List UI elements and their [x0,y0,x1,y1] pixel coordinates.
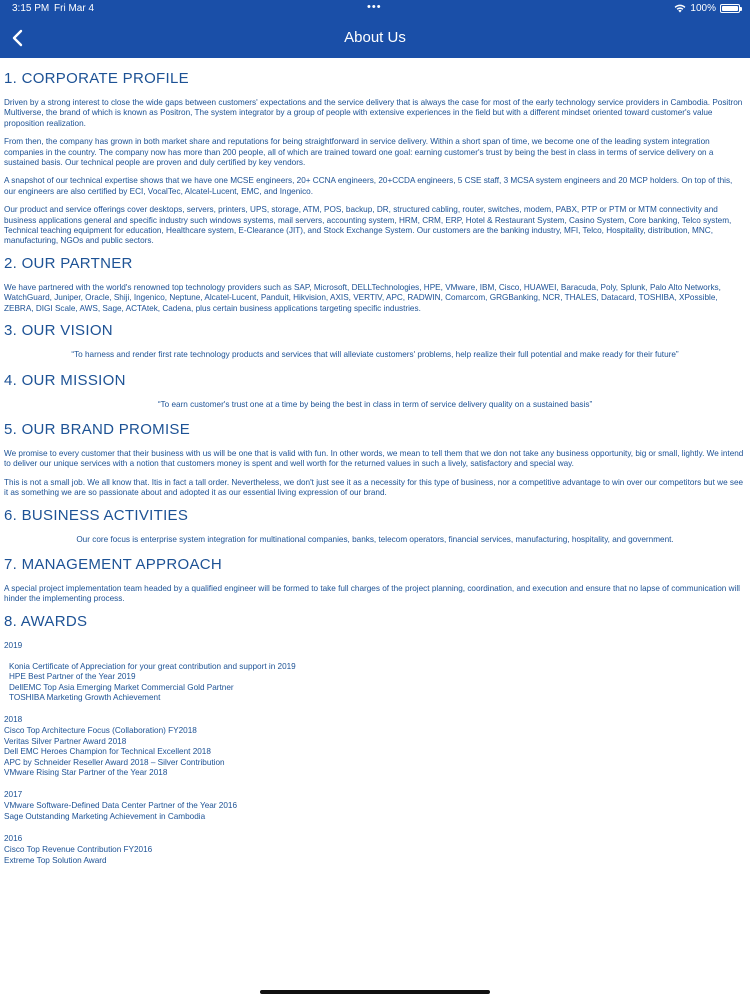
status-date: Fri Mar 4 [54,3,94,14]
award-item: VMware Rising Star Partner of the Year 2018 [4,768,168,777]
corporate-paragraph-1: Driven by a strong interest to close the wide gaps between customers' expectations and the service delivery that is always the case for most of the early technology service providers in Cambodia. Positron Multiverse, the brand of which is known as Positron, The system integrator by a group of people with extensive experiences in the field but with a different mindset oriented toward customer's value proposition realization. [4,98,743,128]
home-indicator[interactable] [260,990,490,994]
award-item: TOSHIBA Marketing Growth Achievement [9,692,161,702]
award-item: APC by Schneider Reseller Award 2018 – Silver Contribution [4,757,225,767]
award-item: DellEMC Top Asia Emerging Market Commercial Gold Partner [9,682,234,692]
battery-percentage: 100% [690,3,716,14]
wifi-icon [674,4,686,13]
management-paragraph: A special project implementation team headed by a qualified engineer will be formed to take full charges of the project planning, coordination, and execution and ensure that no lapse of communication will hinder the implementing process. [4,583,740,604]
corporate-paragraph-4: Our product and service offerings cover desktops, servers, printers, UPS, storage, ATM, POS, backup, DR, structured cabling, router, switches, modem, PABX, PTP or PTM or MTM connectivity and business applications general and specific industry such windows systems, mail servers, accounting system, HRM, CRM, ERP, Hotel & Restaurant System, Casino System, Core banking, Telco system, Technical teaching equipment for education, Healthcare system, E-Clearance (JIT), and Stock Exchange System. Our customers are the banking industry, MFI, Telco, Hospitality, distribution, MNC, manufacturing, NGOs and public sectors. [4,205,732,246]
award-item: Cisco Top Revenue Contribution FY2016 [4,845,153,855]
award-item: VMware Software-Defined Data Center Partner of the Year 2016 [4,801,238,811]
award-item: Cisco Top Architecture Focus (Collaboration) FY2018 [4,726,197,736]
section-title-business-activities: 6. BUSINESS ACTIVITIES [4,506,189,524]
mission-quote: “To earn customer's trust one at a time by being the best in class in term of service delivery quality on a sustained basis” [157,399,593,409]
section-title-brand-promise: 5. OUR BRAND PROMISE [4,420,191,438]
navigation-bar [0,0,750,58]
award-item: HPE Best Partner of the Year 2019 [9,672,136,682]
award-item: Veritas Silver Partner Award 2018 [4,736,127,746]
awards-list [4,801,746,822]
section-title-our-partner: 2. OUR PARTNER [4,254,133,272]
section-title-corporate-profile: 1. CORPORATE PROFILE [4,70,189,87]
battery-icon [720,4,740,13]
status-time: 3:15 PM [12,3,50,14]
multitasking-dots-icon[interactable]: ••• [367,1,382,13]
brand-paragraph-2: This is not a small job. We all know that. Itis in fact a tall order. Nevertheless, we don't just see it as a necessity for this type of business, nor a competitive advantage to win over our competitors but we see it as something we are so passionate about and adopted it as our essential living expression of our brand. [4,477,744,498]
awards-list [4,726,746,778]
award-item: Sage Outstanding Marketing Achievement in Cambodia [4,811,206,821]
section-title-awards: 8. AWARDS [4,612,88,630]
section-title-our-mission: 4. OUR MISSION [4,371,126,389]
award-item: Extreme Top Solution Award [4,855,107,865]
awards-year: 2019 [4,640,23,650]
section-title-our-vision: 3. OUR VISION [4,322,113,340]
awards-year: 2018 [4,715,23,725]
award-item: Dell EMC Heroes Champion for Technical Excellent 2018 [4,747,211,757]
status-indicators [674,3,740,14]
corporate-paragraph-3: A snapshot of our technical expertise shows that we have one MCSE engineers, 20+ CCNA engineers, 20+CCDA engineers, 5 CSE staff, 3 MCSA system engineers and 20 MCP holders. On top of this, our engineers are also certified by ECI, VocalTec, Alcatel-Lucent, EMC, and Ingenico. [4,176,733,196]
awards-list [4,662,299,704]
brand-paragraph-1: We promise to every customer that their business with us will be one that is valid with fun. In other words, we mean to tell them that we don not take any business opportunity, big or small, lightly. We intend to deliver our unique services with a notion that customers money is spent and well worth for the returned values in such a lively, satisfactory and special way. [4,448,744,469]
awards-list [4,845,746,866]
awards-year: 2016 [4,834,23,844]
award-item: Konia Certificate of Appreciation for your great contribution and support in 2019 [9,661,296,671]
awards-year: 2017 [4,790,23,800]
page-title: About Us [344,29,406,46]
activities-paragraph: Our core focus is enterprise system integration for multinational companies, banks, telecom operators, financial services, manufacturing, hospitality, and government. [76,534,674,544]
section-title-management-approach: 7. MANAGEMENT APPROACH [4,555,223,573]
partner-paragraph: We have partnered with the world's renowned top technology providers such as SAP, Microsoft, DELLTechnologies, HPE, VMware, IBM, Cisco, HUAWEI, Baracuda, Poly, Splunk, Palo Alto Networks, WatchGuard, Juniper, Oracle, Shiji, Ingenico, Neptune, Alcatel-Lucent, Panduit, Hikvision, AXIS, VERTIV, APC, RADWIN, Comarcom, GRGBanking, NCR, THALES, Datacard, TOSHIBA, XPossible, ZEBRA, DIGI Scale, AWS, Sage, ACTAtek, Cadena, plus certain business applications targeting specific industries. [4,282,721,313]
about-content [4,66,746,878]
corporate-paragraph-2: From then, the company has grown in both market share and reputations for being straightforward in service delivery. Within a short span of time, we become one of the leading system integration companies in the country. The company now has more than 200 people, all of which are trained toward one goal: earning customer's trust by being the best in class in terms of service delivery on a sustained basis. Our technical people are proven and duly certified by key vendors. [4,137,714,168]
vision-quote: “To harness and render first rate technology products and services that will alleviate customers' problems, help realize their full potential and make ready for their future” [71,350,679,360]
